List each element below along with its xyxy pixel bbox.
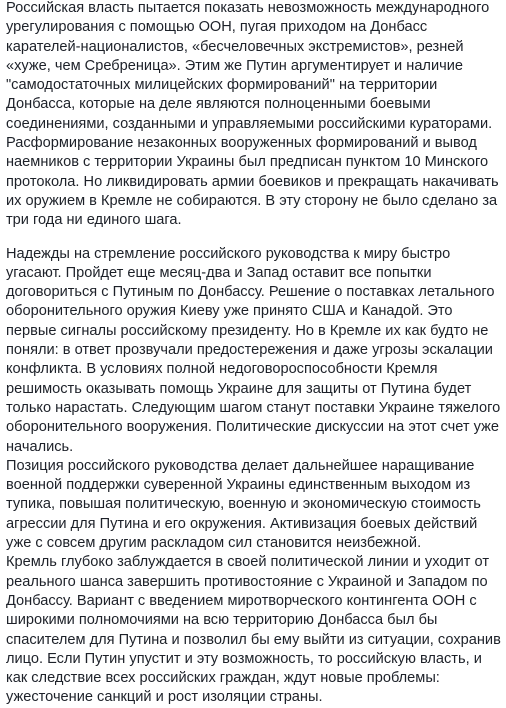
post-text: [6, 0, 502, 708]
post-paragraph: Кремль глубоко заблуждается в своей политической линии и уходит от реального шанса завершить противостояние с Украиной и Западом по Донбассу. Вариант с введением миротворческого контингента ООН с широкими полномочиями на всю территорию Донбасса был бы спасителем для Путина и позволил бы ему выйти из ситуации, сохранив лицо. Если Путин упустит и эту возможность, то российскую власть, и как следствие всех российских граждан, ждут новые проблемы: ужесточение санкций и рост изоляции страны.: [6, 554, 501, 706]
post-paragraph: Надежды на стремление российского руководства к миру быстро угасают. Пройдет еще месяц-два и Запад оставит все попытки договориться с Путиным по Донбассу. Решение о поставках летального оборонительного оружия Киеву уже принято США и Канадой. Это первые сигналы российскому президенту. Но в Кремле их как будто не поняли: в ответ прозвучали предостережения и даже угрозы эскалации конфликта. В условиях полной недоговороспособности Кремля решимость оказывать помощь Украине для защиты от Путина будет только нарастать. Следующим шагом станут поставки Украине тяжелого оборонительного вооружения. Политические дискуссии на этот счет уже начались.: [6, 245, 501, 455]
post-paragraph: Позиция российского руководства делает дальнейшее наращивание военной поддержки суверенной Украины единственным выходом из тупика, повышая политическую, военную и экономическую стоимость агрессии для Путина и его окружения. Активизация боевых действий уже с совсем другим раскладом сил становится неизбежной.: [6, 457, 481, 552]
post-paragraph: Российская власть пытается показать невозможность международного урегулирования с помощью ООН, пугая приходом на Донбасс карателей-националистов, «бесчеловечных экстремистов», резней «хуже, чем Сребреница». Этим же Путин аргументирует и наличие "самодостаточных милицейских формирований" на территории Донбасса, которые на деле являются полноценными боевыми соединениями, созданными и управляемыми российскими кураторами. Расформирование незаконных вооруженных формирований и вывод наемников с территории Украины был предписан пунктом 10 Минского протокола. Но ликвидировать армии боевиков и прекращать накачивать их оружием в Кремле не собираются. В эту сторону не было сделано за три года ни единого шага.: [6, 0, 499, 229]
